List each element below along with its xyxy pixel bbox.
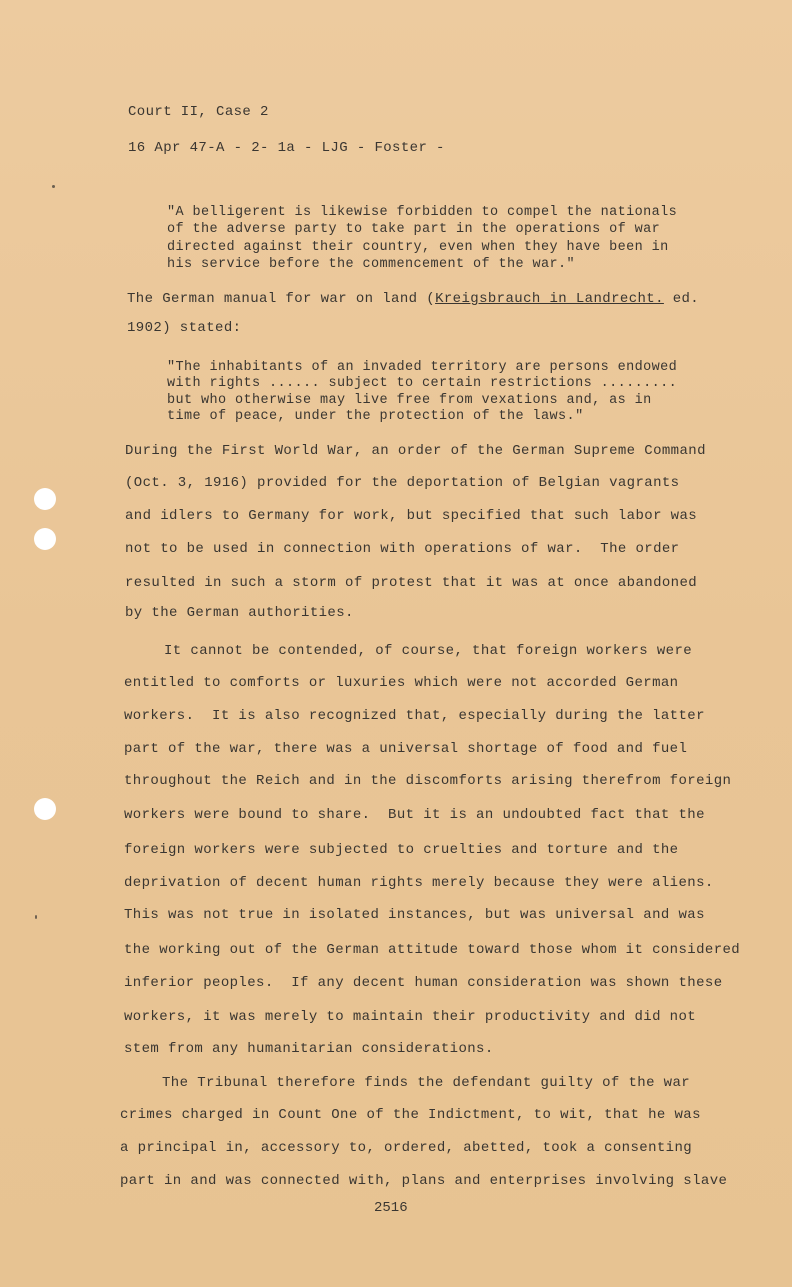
quote-line: "The inhabitants of an invaded territory are persons endowed	[167, 360, 678, 375]
quote-line: his service before the commencement of the war."	[167, 257, 576, 272]
speck	[52, 185, 55, 188]
quote-line: but who otherwise may live free from vexations and, as in	[167, 393, 652, 408]
body-line: deprivation of decent human rights merely because they were aliens.	[124, 875, 714, 891]
body-line: a principal in, accessory to, ordered, abetted, took a consenting	[120, 1140, 693, 1156]
quote-line: "A belligerent is likewise forbidden to compel the nationals	[167, 205, 678, 220]
body-line: and idlers to Germany for work, but specified that such labor was	[125, 508, 698, 524]
body-line: During the First World War, an order of the German Supreme Command	[125, 443, 706, 459]
quote-line: directed against their country, even when they have been in	[167, 240, 669, 255]
body-line: The Tribunal therefore finds the defendant guilty of the war	[162, 1075, 691, 1091]
body-line: entitled to comforts or luxuries which were not accorded German	[124, 675, 679, 691]
body-line: (Oct. 3, 1916) provided for the deportation of Belgian vagrants	[125, 475, 680, 491]
body-line: part in and was connected with, plans and enterprises involving slave	[120, 1173, 728, 1189]
punch-hole	[34, 528, 56, 550]
body-line: by the German authorities.	[125, 605, 354, 621]
body-line: 1902) stated:	[127, 320, 242, 336]
body-line: not to be used in connection with operations of war. The order	[125, 541, 680, 557]
session-reference: 16 Apr 47-A - 2- 1a - LJG - Foster -	[128, 140, 445, 156]
body-line: This was not true in isolated instances, but was universal and was	[124, 907, 705, 923]
body-line: throughout the Reich and in the discomforts arising therefrom foreign	[124, 773, 732, 789]
body-line: workers were bound to share. But it is an undoubted fact that the	[124, 807, 705, 823]
punch-hole	[34, 488, 56, 510]
case-heading: Court II, Case 2	[128, 104, 269, 120]
body-line: stem from any humanitarian considerations.	[124, 1041, 494, 1057]
body-line: The German manual for war on land (Kreigsbrauch in Landrecht. ed.	[127, 291, 700, 307]
body-line: workers. It is also recognized that, especially during the latter	[124, 708, 705, 724]
punch-hole	[34, 798, 56, 820]
body-line: It cannot be contended, of course, that foreign workers were	[164, 643, 693, 659]
speck	[35, 915, 37, 919]
manual-title: Kreigsbrauch in Landrecht.	[435, 291, 664, 307]
body-line: crimes charged in Count One of the Indictment, to wit, that he was	[120, 1107, 701, 1123]
body-line: resulted in such a storm of protest that it was at once abandoned	[125, 575, 698, 591]
quote-line: of the adverse party to take part in the operations of war	[167, 222, 661, 237]
body-line: inferior peoples. If any decent human consideration was shown these	[124, 975, 723, 991]
body-line: foreign workers were subjected to cruelties and torture and the	[124, 842, 679, 858]
quote-line: time of peace, under the protection of the laws."	[167, 409, 584, 424]
body-line: part of the war, there was a universal shortage of food and fuel	[124, 741, 688, 757]
page-number: 2516	[374, 1200, 408, 1216]
body-line: the working out of the German attitude toward those whom it considered	[124, 942, 741, 958]
body-line: workers, it was merely to maintain their productivity and did not	[124, 1009, 697, 1025]
quote-line: with rights ...... subject to certain restrictions .........	[167, 376, 678, 391]
